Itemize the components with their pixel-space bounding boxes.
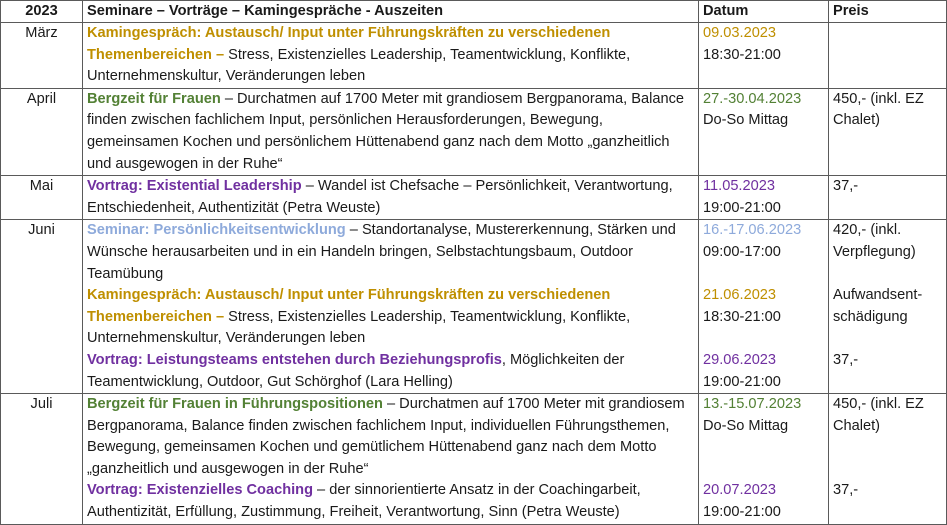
event-description: Stress, Existenzielles Leadership, Teamentwicklung, Konflikte, Unternehmenskultur, Veränderungen leben [87, 308, 631, 347]
event-price: 450,- (inkl. EZ [833, 90, 924, 107]
table-row [1, 23, 947, 89]
table-row [1, 394, 947, 525]
event-title: Bergzeit für Frauen [87, 90, 221, 107]
event-price: 420,- (inkl. [833, 222, 902, 239]
event-title: Vortrag: Leistungsteams entstehen durch Beziehungsprofis [87, 351, 502, 368]
event-description: , Möglichkeiten der Teamentwicklung, Outdoor, Gut Schörghof (Lara Helling) [87, 351, 625, 390]
event-time: 18:30-21:00 [703, 308, 781, 325]
event-description: – der sinnorientierte Ansatz in der Coachingarbeit, Authentizität, Erfüllung, Zustimmung, Freiheit, Verantwortung, Sinn (Petra Weuste) [87, 482, 641, 521]
date-cell [699, 394, 829, 525]
event-price-note: Chalet) [833, 112, 881, 129]
table-row [1, 88, 947, 175]
spacer [833, 459, 942, 481]
event-entry [87, 350, 694, 393]
date-cell [699, 88, 829, 175]
month-cell: Mai [1, 176, 83, 220]
event-time: 18:30-21:00 [703, 46, 781, 63]
event-cell [83, 220, 699, 394]
month-cell: März [1, 23, 83, 89]
event-entry [87, 480, 694, 523]
spacer [833, 328, 942, 350]
date-cell [699, 23, 829, 89]
header-year: 2023 [1, 1, 83, 23]
event-title: Vortrag: Existenzielles Coaching [87, 482, 313, 499]
spacer [703, 459, 824, 481]
spacer [833, 437, 942, 459]
event-date: 29.06.2023 [703, 351, 777, 368]
event-cell [83, 176, 699, 220]
table-row [1, 176, 947, 220]
event-time: 19:00-21:00 [703, 504, 781, 521]
event-entry [87, 176, 694, 219]
spacer [703, 437, 824, 459]
event-date: 27.-30.04.2023 [703, 90, 802, 107]
event-date: 16.-17.06.2023 [703, 222, 802, 239]
event-price: 37,- [833, 351, 859, 368]
table-row [1, 220, 947, 394]
date-cell [699, 220, 829, 394]
month-cell: Juni [1, 220, 83, 394]
event-time: 19:00-21:00 [703, 199, 781, 216]
spacer [703, 328, 824, 350]
price-cell [829, 176, 947, 220]
event-date: 20.07.2023 [703, 482, 777, 499]
event-cell [83, 88, 699, 175]
event-title: Bergzeit für Frauen in Führungspositionen [87, 396, 383, 413]
event-time: 09:00-17:00 [703, 243, 781, 260]
event-entry [87, 285, 694, 350]
event-price: Aufwandsent- [833, 287, 923, 304]
event-cell [83, 23, 699, 89]
spacer [833, 264, 942, 286]
event-price-note: Chalet) [833, 417, 881, 434]
event-cell [83, 394, 699, 525]
event-entry [87, 23, 694, 88]
price-cell [829, 23, 947, 89]
header-date: Datum [699, 1, 829, 23]
event-title: Kamingespräch: Austausch/ Input unter Führungskräften zu verschiedenen Themenbereichen – [87, 287, 611, 325]
event-price: 37,- [833, 178, 859, 195]
event-title: Vortrag: Existential Leadership [87, 178, 302, 195]
header-price: Preis [829, 1, 947, 23]
event-price: 37,- [833, 482, 859, 499]
price-cell [829, 220, 947, 394]
event-date: 09.03.2023 [703, 25, 777, 41]
month-cell: April [1, 88, 83, 175]
event-entry [87, 394, 694, 480]
event-description: Stress, Existenzielles Leadership, Teamentwicklung, Konflikte, Unternehmenskultur, Veränderungen leben [87, 46, 631, 85]
event-time: 19:00-21:00 [703, 373, 781, 390]
event-description: – Durchatmen auf 1700 Meter mit grandiosem Bergpanorama, Balance finden zwischen fachlichem Input, persönlichen Herausforderungen, Bewegung, gemeinsamen Kochen und persönlichem Hüttenabend ganz nach dem Motto „ganzheitlich und ausgewogen in der Ruhe“ [87, 90, 684, 172]
event-date: 21.06.2023 [703, 287, 777, 304]
event-description: – Standortanalyse, Mustererkennung, Stärken und Wünsche herausarbeiten und in ein Handeln bringen, Selbstachtungsbaum, Outdoor Teamübung [87, 222, 676, 282]
event-title: Kamingespräch: Austausch/ Input unter Führungskräften zu verschiedenen Themenbereichen – [87, 25, 611, 63]
spacer [703, 264, 824, 286]
event-description: – Wandel ist Chefsache – Persönlichkeit, Verantwortung, Entschiedenheit, Authentizität (Petra Weuste) [87, 178, 673, 216]
month-cell: Juli [1, 394, 83, 525]
event-title: Seminar: Persönlichkeitsentwicklung [87, 222, 346, 239]
event-price: 450,- (inkl. EZ [833, 396, 924, 413]
header-row [1, 1, 947, 23]
event-date: 13.-15.07.2023 [703, 396, 802, 413]
header-title: Seminare – Vorträge – Kamingespräche - Auszeiten [83, 1, 699, 23]
date-cell [699, 176, 829, 220]
price-cell [829, 88, 947, 175]
event-time: Do-So Mittag [703, 112, 789, 129]
event-description: – Durchatmen auf 1700 Meter mit grandiosem Bergpanorama, Balance finden zwischen fachlichem Input, individuellen Führungsthemen, Bewegung, gemeinsamen Kochen und gemütlichem Hüttenabend ganz nach dem Motto „ganzheitlich und ausgewogen in der Ruhe“ [87, 396, 685, 477]
event-entry [87, 89, 694, 175]
event-entry [87, 220, 694, 285]
price-cell [829, 394, 947, 525]
event-price-note: schädigung [833, 308, 908, 325]
event-price-note: Verpflegung) [833, 243, 916, 260]
event-time: Do-So Mittag [703, 417, 789, 434]
event-date: 11.05.2023 [703, 178, 775, 195]
